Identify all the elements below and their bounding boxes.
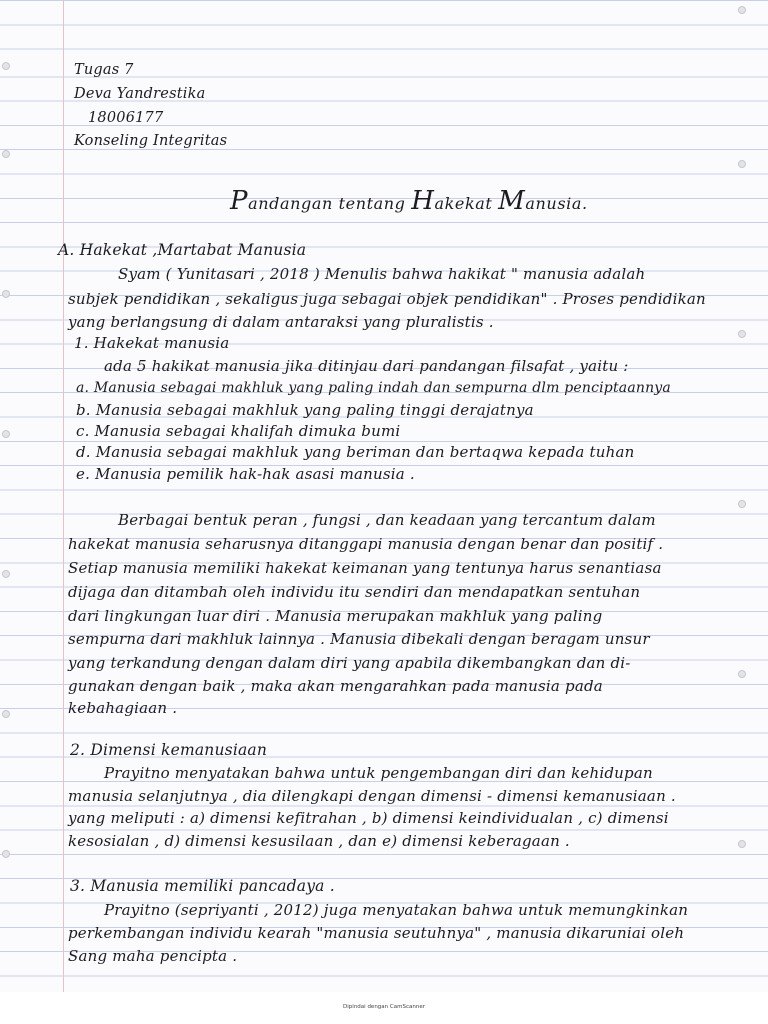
paragraph-line: Berbagai bentuk peran , fungsi , dan keadaan yang tercantum dalam: [118, 511, 656, 529]
binder-ring: [738, 6, 746, 14]
paragraph-line: sempurna dari makhluk lainnya . Manusia dibekali dengan beragam unsur: [68, 630, 650, 648]
sub2-line: manusia selanjutnya , dia dilengkapi dengan dimensi - dimensi kemanusiaan .: [68, 787, 676, 805]
title-cap-h: H: [411, 186, 435, 216]
paragraph-line: hakekat manusia seharusnya ditanggapi manusia dengan benar dan positif .: [68, 535, 664, 553]
sub3-line: perkembangan individu kearah "manusia seutuhnya" , manusia dikaruniai oleh: [68, 924, 685, 942]
sub3-line: Prayitno (sepriyanti , 2012) juga menyatakan bahwa untuk memungkinkan: [104, 901, 689, 919]
subheading-2: 2. Dimensi kemanusiaan: [70, 741, 268, 759]
title-part-1: andangan tentang: [248, 194, 412, 213]
binder-ring: [738, 330, 746, 338]
page-title: [230, 186, 588, 216]
binder-ring: [2, 290, 10, 298]
paragraph-line: Setiap manusia memiliki hakekat keimanan yang tentunya harus senantiasa: [68, 559, 662, 577]
sub2-line: Prayitno menyatakan bahwa untuk pengembangan diri dan kehidupan: [104, 764, 653, 782]
title-cap-p: P: [230, 186, 249, 216]
intro-line: subjek pendidikan , sekaligus juga sebagai objek pendidikan" . Proses pendidikan: [68, 290, 706, 308]
sub1-intro: ada 5 hakikat manusia jika ditinjau dari pandangan filsafat , yaitu :: [104, 357, 629, 375]
intro-line: yang berlangsung di dalam antaraksi yang pluralistis .: [68, 313, 494, 331]
sub2-line: kesosialan , d) dimensi kesusilaan , dan e) dimensi keberagaan .: [68, 832, 570, 850]
list-item: e. Manusia pemilik hak-hak asasi manusia .: [76, 465, 415, 483]
assignment-label: Tugas 7: [74, 62, 134, 78]
binder-ring: [738, 160, 746, 168]
student-id: 18006177: [88, 110, 164, 126]
binder-ring: [2, 62, 10, 70]
intro-line: Syam ( Yunitasari , 2018 ) Menulis bahwa hakikat " manusia adalah: [118, 265, 646, 283]
list-item: b. Manusia sebagai makhluk yang paling tinggi derajatnya: [76, 401, 534, 419]
scanner-watermark: Dipindai dengan CamScanner: [343, 1004, 425, 1010]
list-item: c. Manusia sebagai khalifah dimuka bumi: [76, 422, 401, 440]
paragraph-line: gunakan dengan baik , maka akan mengarahkan pada manusia pada: [68, 677, 603, 695]
section-a-heading: A. Hakekat ,Martabat Manusia: [58, 241, 307, 259]
binder-ring: [738, 670, 746, 678]
binder-ring: [2, 850, 10, 858]
subheading-3: 3. Manusia memiliki pancadaya .: [70, 877, 335, 895]
course-name: Konseling Integritas: [74, 133, 228, 149]
binder-ring: [738, 840, 746, 848]
binder-ring: [2, 570, 10, 578]
list-item: d. Manusia sebagai makhluk yang beriman dan bertaqwa kepada tuhan: [76, 443, 635, 461]
paragraph-line: kebahagiaan .: [68, 699, 178, 717]
title-part-3: anusia.: [525, 194, 588, 213]
sub2-line: yang meliputi : a) dimensi kefitrahan , b) dimensi keindividualan , c) dimensi: [68, 809, 669, 827]
subheading-1: 1. Hakekat manusia: [74, 334, 230, 352]
binder-ring: [738, 500, 746, 508]
title-part-2: akekat: [434, 194, 499, 213]
paragraph-line: dijaga dan ditambah oleh individu itu sendiri dan mendapatkan sentuhan: [68, 583, 641, 601]
binder-ring: [2, 430, 10, 438]
student-name: Deva Yandrestika: [74, 86, 206, 102]
margin-line: [63, 0, 64, 1024]
paragraph-line: yang terkandung dengan dalam diri yang apabila dikembangkan dan di-: [68, 654, 631, 672]
binder-ring: [2, 710, 10, 718]
binder-ring: [2, 150, 10, 158]
sub3-line: Sang maha pencipta .: [68, 947, 238, 965]
paragraph-line: dari lingkungan luar diri . Manusia merupakan makhluk yang paling: [68, 607, 603, 625]
list-item: a. Manusia sebagai makhluk yang paling indah dan sempurna dlm penciptaannya: [76, 380, 671, 396]
title-cap-m: M: [498, 186, 526, 216]
